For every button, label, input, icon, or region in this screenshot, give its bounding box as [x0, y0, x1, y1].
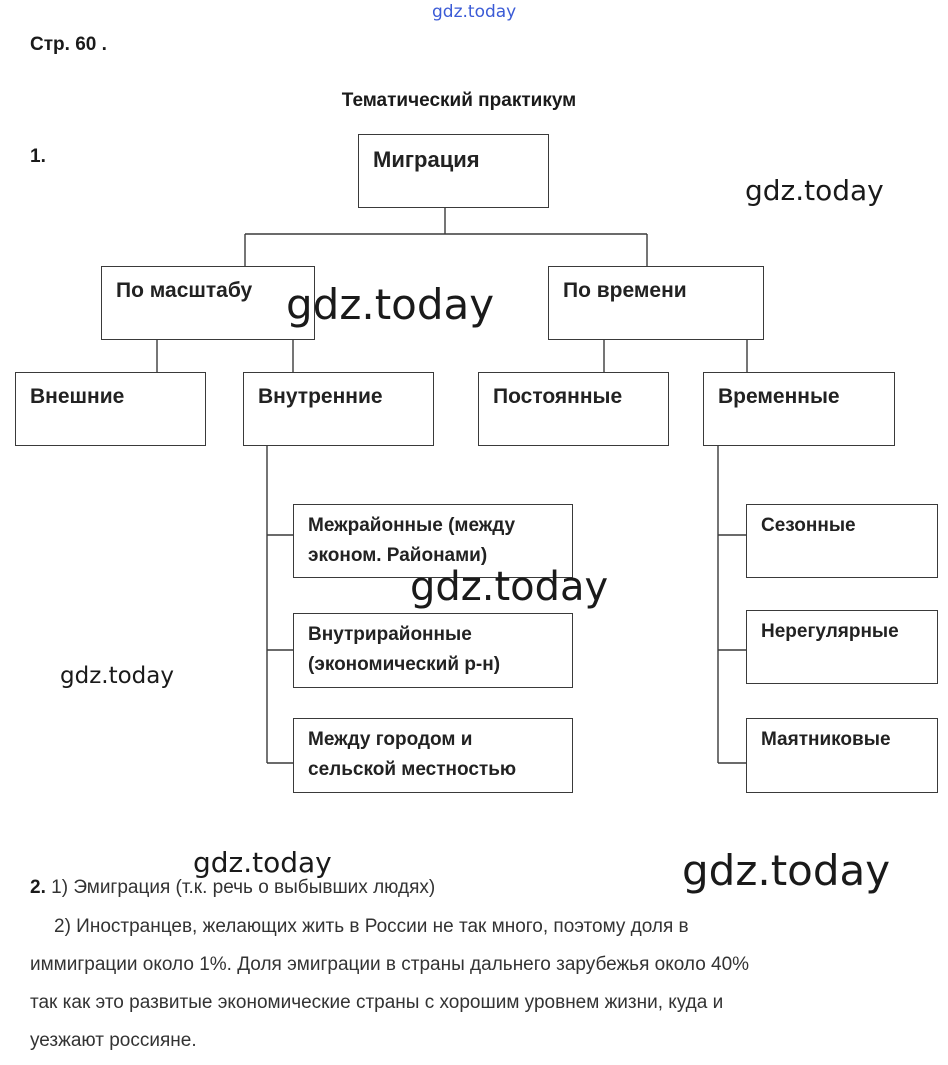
box-by-time	[548, 266, 764, 340]
box-internal	[243, 372, 434, 446]
box-by-scale-label: По масштабу	[116, 279, 253, 302]
task-1-number: 1.	[30, 146, 46, 167]
watermark-left: gdz.today	[60, 663, 174, 689]
box-migration-label: Миграция	[373, 147, 480, 172]
box-intraregional-label: Внутрирайонные (экономический р-н)	[308, 624, 501, 675]
box-city-countryside	[293, 718, 573, 793]
watermark-top: gdz.today	[432, 2, 517, 22]
watermark-center: gdz.today	[410, 564, 609, 610]
task-2-line-3: иммиграции около 1%. Доля эмиграции в страны дальнего зарубежья около 40%	[30, 954, 750, 975]
box-permanent-label: Постоянные	[493, 385, 623, 408]
watermark-bottom-right: gdz.today	[682, 846, 891, 895]
box-temporary-label: Временные	[718, 385, 840, 408]
box-intraregional	[293, 613, 573, 688]
section-heading: Тематический практикум	[341, 90, 577, 111]
box-irregular-label: Нерегулярные	[761, 621, 899, 642]
box-pendulum-label: Маятниковые	[761, 729, 891, 750]
box-external	[15, 372, 206, 446]
watermark-right-upper: gdz.today	[745, 174, 884, 207]
task-2-line-4: так как это развитые экономические страны с хорошим уровнем жизни, куда и	[30, 992, 724, 1013]
box-seasonal	[746, 504, 938, 578]
box-migration	[358, 134, 549, 208]
box-temporary	[703, 372, 895, 446]
box-internal-label: Внутренние	[258, 385, 383, 408]
box-permanent	[478, 372, 669, 446]
watermark-center-upper: gdz.today	[286, 280, 495, 329]
box-city-countryside-label: Между городом и сельской местностью	[308, 729, 517, 780]
box-external-label: Внешние	[30, 385, 125, 408]
box-by-time-label: По времени	[563, 279, 687, 302]
watermark-bottom-left: gdz.today	[193, 846, 332, 879]
task-2-number: 2.	[30, 877, 46, 898]
box-interregional-label: Межрайонные (между эконом. Районами)	[308, 515, 516, 566]
box-irregular	[746, 610, 938, 684]
box-pendulum	[746, 718, 938, 793]
box-by-scale	[101, 266, 315, 340]
box-seasonal-label: Сезонные	[761, 515, 856, 536]
task-2-line-5: уезжают россияне.	[30, 1030, 197, 1051]
task-2-line-2: 2) Иностранцев, желающих жить в России не так много, поэтому доля в	[54, 916, 689, 937]
task-2-line-1-text: 1) Эмиграция (т.к. речь о выбывших людях)	[51, 877, 436, 898]
page-number-label: Стр. 60 .	[30, 34, 107, 55]
